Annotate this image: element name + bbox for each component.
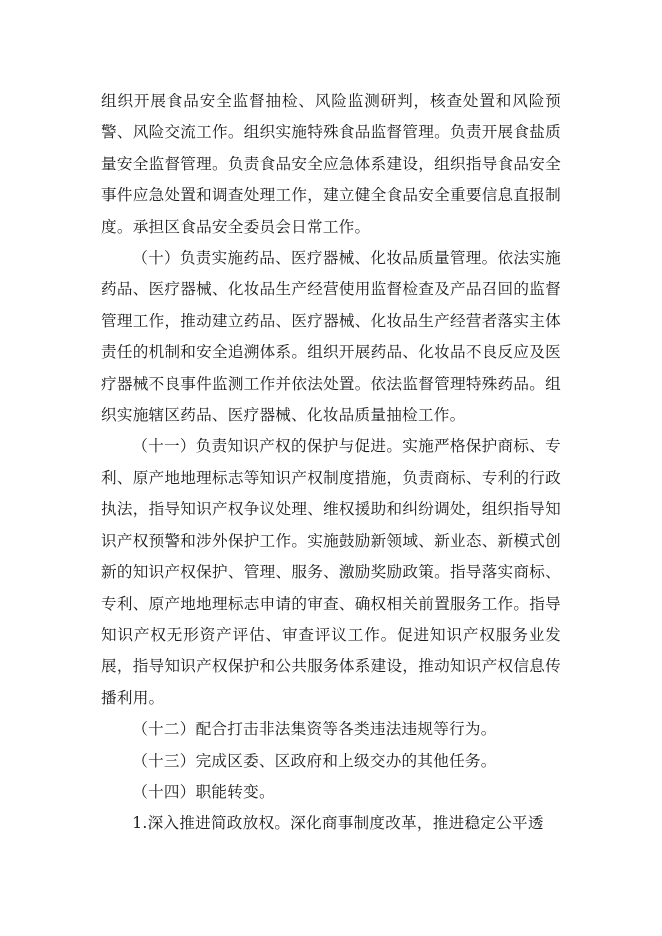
- paragraph-item-14-function-transformation: （十四）职能转变。: [132, 782, 275, 801]
- paragraph-item-11-intellectual-property: （十一）负责知识产权的保护与促进。实施严格保护商标、专利、原产地地理标志等知识产权制度措施，负责商标、专利的行政执法，指导知识产权争议处理、维权援助和纠纷调处，组织指导知识产权预警和涉外保护工作。实施鼓励新领域、新业态、新模式创新的知识产权保护、管理、服务、激励奖励政策。指导落实商标、专利、原产地地理标志申请的审查、确权相关前置服务工作。指导知识产权无形资产评估、审查评议工作。促进知识产权服务业发展，指导知识产权保护和公共服务体系建设，推动知识产权信息传播利用。: [101, 437, 561, 707]
- paragraph-continuation: 组织开展食品安全监督抽检、风险监测研判，核查处置和风险预警、风险交流工作。组织实施特殊食品监督管理。负责开展食盐质量安全监督管理。负责食品安全应急体系建设，组织指导食品安全事件应急处置和调查处理工作，建立健全食品安全重要信息直报制度。承担区食品安全委员会日常工作。: [101, 92, 561, 236]
- paragraph-item-12-illegal-fundraising: （十二）配合打击非法集资等各类违法违规等行为。: [132, 720, 497, 739]
- document-body: [101, 86, 561, 840]
- paragraph-item-10-drug-quality: （十）负责实施药品、医疗器械、化妆品质量管理。依法实施药品、医疗器械、化妆品生产经营使用监督检查及产品召回的监督管理工作，推动建立药品、医疗器械、化妆品生产经营者落实主体责任的机制和安全追溯体系。组织开展药品、化妆品不良反应及医疗器械不良事件监测工作并依法处置。依法监督管理特殊药品。组织实施辖区药品、医疗器械、化妆品质量抽检工作。: [101, 249, 561, 425]
- paragraph-item-14-1-streamline: 1.深入推进简政放权。深化商事制度改革，推进稳定公平透: [132, 814, 544, 833]
- paragraph-item-13-other-tasks: （十三）完成区委、区政府和上级交办的其他任务。: [132, 751, 497, 770]
